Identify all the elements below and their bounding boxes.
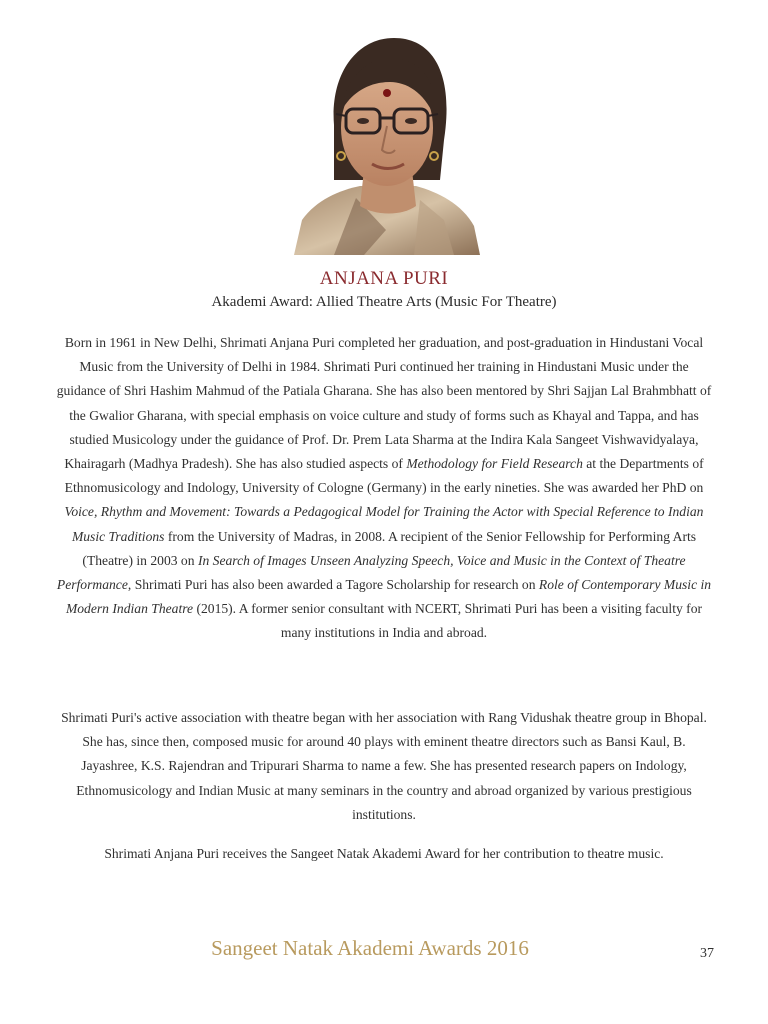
work-title: Voice, Rhythm and Movement: Towards a Pedagogical Model for Training the Actor with Special Reference to Indian Music Traditions xyxy=(64,504,704,544)
page-number: 37 xyxy=(700,946,714,961)
bio-text: at the Departments of Ethnomusicology and Indology, University of Cologne (Germany) in the early nineties. She was awarded her PhD on xyxy=(64,456,704,496)
bio-text: , Shrimati Puri has also been awarded a Tagore Scholarship for research on xyxy=(127,577,539,593)
bio-paragraph-2: Shrimati Puri's active association with theatre began with her association with Rang Vidushak theatre group in Bhopal. She has, since then, composed music for around 40 plays with eminent theatre directors such as Bansi Kaul, B. Jayashree, K.S. Rajendran and Tripurari Sharma to name a few. She has presented research papers on Indology, Ethnomusicology and Indian Music at many seminars in the country and abroad organized by various prestigious institutions. xyxy=(61,710,707,822)
work-title: In Search of Images Unseen Analyzing Speech, Voice and Music in the Context of Theatre Performance xyxy=(56,552,686,593)
portrait-photo xyxy=(294,30,480,255)
work-title: Methodology for Field Research xyxy=(406,456,583,472)
footer-title: Sangeet Natak Akademi Awards 2016 xyxy=(211,936,529,960)
bio-text: from the University of Madras, in 2008. A recipient of the Senior Fellowship for Performing Arts (Theatre) in 2003 on xyxy=(82,528,697,568)
work-title: Role of Contemporary Music in Modern Indian Theatre xyxy=(65,577,712,617)
bio-paragraph-1 xyxy=(56,331,712,646)
award-title: Akademi Award: Allied Theatre Arts (Music For Theatre) xyxy=(211,294,557,310)
bio-paragraph-3: Shrimati Anjana Puri receives the Sangeet Natak Akademi Award for her contribution to theatre music. xyxy=(104,846,664,861)
person-name: ANJANA PURI xyxy=(319,268,449,289)
bio-text: Born in 1961 in New Delhi, Shrimati Anjana Puri completed her graduation, and post-graduation in Hindustani Vocal Music from the University of Delhi in 1984. Shrimati Puri continued her training in Hindustani Music under the guidance of Shri Hashim Mahmud of the Patiala Gharana. She has also been mentored by Shri Sajjan Lal Brahmbhatt of the Gwalior Gharana, with special emphasis on voice culture and study of forms such as Khayal and Tappa, and has studied Musicology under the guidance of Prof. Dr. Prem Lata Sharma at the Indira Kala Sangeet Vishwavidyalaya, Khairagarh (Madhya Pradesh). She has also studied aspects of xyxy=(56,335,712,472)
portrait-illustration xyxy=(294,30,480,255)
bio-text: (2015). A former senior consultant with NCERT, Shrimati Puri has been a visiting faculty for many institutions in India and abroad. xyxy=(193,601,703,641)
